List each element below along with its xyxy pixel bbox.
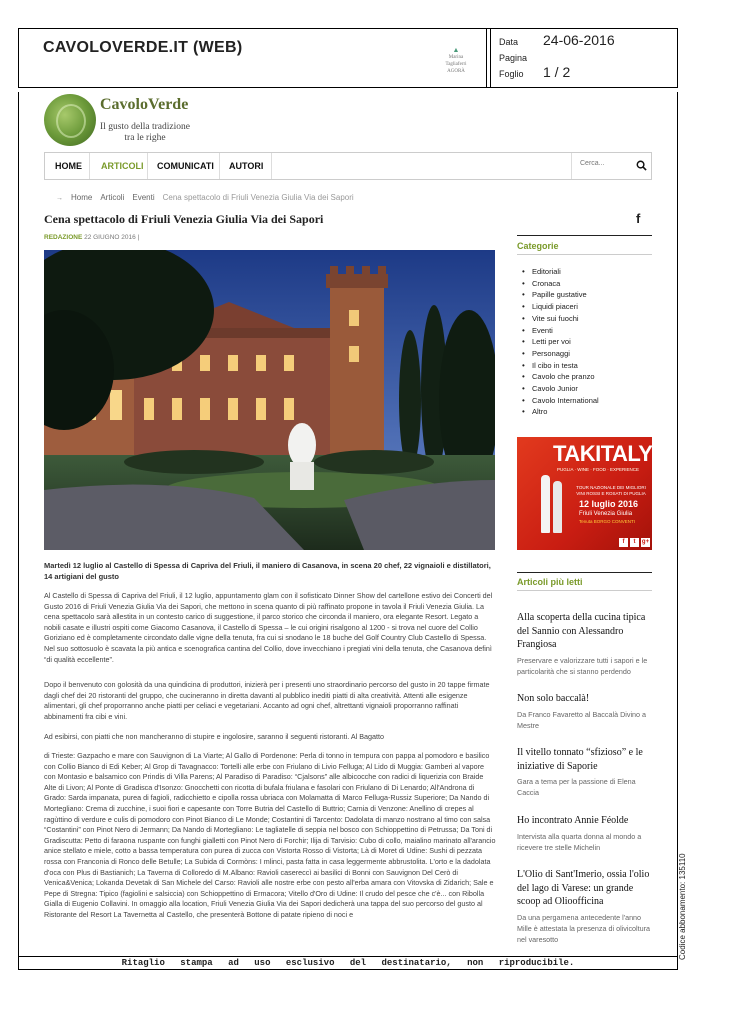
sidebar-rule — [517, 590, 652, 591]
category-item[interactable]: • Il cibo in testa — [522, 360, 599, 372]
category-item[interactable]: • Altro — [522, 406, 599, 418]
takitaly-banner-ad[interactable] — [517, 437, 652, 550]
article-author[interactable]: REDAZIONE — [44, 234, 83, 241]
search-icon[interactable] — [636, 160, 647, 171]
article-date: 22 GIUGNO 2016 — [84, 234, 136, 241]
category-item[interactable]: • Cavolo che pranzo — [522, 371, 599, 383]
most-read-item[interactable] — [517, 692, 652, 731]
nav-divider — [219, 153, 220, 179]
wine-bottle-icon — [553, 481, 562, 533]
sidebar-rule — [517, 572, 652, 573]
ad-place: Friuli Venezia Giulia — [579, 511, 633, 517]
agency-name-1: Marina — [448, 55, 464, 60]
byline — [44, 234, 139, 241]
categories-list — [522, 266, 599, 418]
most-read-item[interactable] — [517, 746, 652, 798]
google-plus-icon[interactable]: g+ — [641, 539, 650, 545]
logo-title: CavoloVerde — [100, 96, 189, 113]
category-item[interactable]: • Letti per voi — [522, 336, 599, 348]
ad-date: 12 luglio 2016 — [579, 499, 639, 509]
article-paragraph-2: Dopo il benvenuto con golosità da una quindicina di produttori, inizierà per i presenti uno straordinario percorso del gusto in 20 tappe firmate dagli chef dei 20 ristoranti del gruppo, che cucineranno in diretta davanti al pubblico inediti piatti di alta creatività. Attenti alle esigenze alimentari, gli chef proporranno anche piatti per celiaci e vegetariani. Accanto ad ogni chef, altrettanti vignaioli proporranno raffinati abbinamenti fra cibi e vini. — [44, 680, 490, 721]
logo-tagline — [100, 122, 190, 144]
nav-divider — [147, 153, 148, 179]
article-paragraph-1: Al Castello di Spessa di Capriva del Friuli, il 12 luglio, appuntamento glam con il sofisticato Dinner Show del cartellone estivo dei Concerti del Gusto 2016 di Friuli Venezia Giulia Via dei Sapori, che mettono in scena quanto di più raffinato propone in tavola il Friuli Venezia Giulia. La cena spettacolo sarà allestita in un contesto carico di suggestione, il parco storico che circonda il maniero, ora elegante Resort. Legato a nobili casate e illustri ospiti come Giacomo Casanova, il Castello di Spessa – le cui origini risalgono al 1200 - si trova nel cuore del Collio Goriziano ed è completamente circondato dalle vigne della tenuta, fra cui si snodano le 18 buche del Golf Country Club Castello di Spessa. Nel suo sottosuolo è scavata la più antica e scenografica cantina del Collio, dove invecchiano i pregiati vini della tenuta, che Casanova definì “di qualità eccellente”. — [44, 591, 493, 664]
most-read-item[interactable] — [517, 611, 652, 677]
date-value: 24-06-2016 — [543, 32, 615, 48]
most-read-title[interactable]: Non solo baccalà! — [517, 693, 590, 704]
categories-title: Categorie — [517, 241, 559, 251]
category-item[interactable]: • Personaggi — [522, 348, 599, 360]
subscription-code: Codice abbonamento: 135110 — [678, 853, 687, 960]
cabbage-logo-icon — [44, 94, 96, 146]
most-read-item[interactable] — [517, 868, 652, 945]
sheet-label: Foglio — [499, 69, 524, 79]
category-item[interactable]: • Papille gustative — [522, 289, 599, 301]
article-title: Cena spettacolo di Friuli Venezia Giulia Via dei Sapori — [44, 212, 324, 226]
sidebar-rule — [517, 254, 652, 255]
category-item[interactable]: • Cronaca — [522, 278, 599, 290]
breadcrumb-arrow-icon: → — [56, 195, 63, 202]
article-paragraph-3: Ad esibirsi, con piatti che non mancheranno di stupire e ingolosire, saranno il seguenti ristoranti. Al Bagatto — [44, 732, 385, 741]
castle-photo — [44, 250, 495, 550]
main-navbar — [44, 152, 652, 180]
twitter-icon[interactable]: t — [630, 538, 639, 547]
source-box — [19, 29, 487, 87]
most-read-title[interactable]: Ho incontrato Annie Féolde — [517, 815, 629, 826]
most-read-desc: Preservare e valorizzare tutti i sapori e le particolarità che si stanno perdendo — [517, 655, 648, 676]
category-item[interactable]: • Editoriali — [522, 266, 599, 278]
breadcrumb — [56, 193, 362, 202]
clipping-meta — [490, 29, 678, 87]
article-lead: Martedì 12 luglio al Castello di Spessa di Capriva del Friuli, il maniero di Casanova, in scena 20 chef, 22 vignaioli e distillatori, 14 artigiani del gusto — [44, 561, 491, 581]
byline-separator: | — [137, 234, 140, 241]
breadcrumb-current: Cena spettacolo di Friuli Venezia Giulia Via dei Sapori — [162, 193, 354, 202]
agency-mark-icon: ▲ — [452, 46, 460, 54]
most-read-desc: Da Franco Favaretto al Baccalà Divino a Mestre — [517, 709, 647, 730]
sheet-value: 1 / 2 — [543, 64, 571, 80]
sidebar-rule — [517, 235, 652, 236]
ad-venue: Tenuta BORGO CONVENTI — [579, 519, 636, 524]
breadcrumb-articoli[interactable]: Articoli — [100, 193, 125, 202]
most-read-title[interactable]: Alla scoperta della cucina tipica del Sannio con Alessandro Frangiosa — [517, 612, 646, 650]
ad-title: TAKITALY — [553, 441, 652, 466]
category-item[interactable]: • Cavolo Junior — [522, 383, 599, 395]
clipping-header — [18, 28, 678, 88]
category-item[interactable]: • Liquidi piaceri — [522, 301, 599, 313]
nav-autori[interactable]: AUTORI — [229, 161, 264, 171]
article-paragraph-4: di Trieste: Gazpacho e mare con Sauvignon di La Viarte; Al Gallo di Pordenone: Perla di tonno in tempura con pappa al pomodoro e basilico con Collio Bianco di Edi Keber; Al Grop di Tavagnacco: Tortelli alle erbe con Friulano di Livio Felluga; Al Lido di Muggia: Gamberi al vapore con Montasio e balsamico con Prindis di Villa Parens; Al Paradiso di Paradiso: “Cjalsons” alle albicocche con radici di liquerizia con Braide Alte di Livon; Al Ponte di Gradisca d'Isonzo: Gnocchetti con ricotta di bufala friulana e fasolari con Friulano di Di Lenardo; All'Androna di Grado: Sarda impanata, purea di fagioli, radicchietto e cipolla rossa ubriaca con Molamatta di Marco Felluga-Russiz Superiore; Da Nando di Mortegliano: Crema di zucchine, i suoi fiori e capesante con Torre Butria del Castello di Buttrio; Carnia di Venzone: Anellino di crepes al ragùttino di verdure e culis di pomodoro con Pinot Bianco di Le Monde; Costantini di Tarcento: Dadolata di manzo nostrano al timo con salsa “Costantini” con Pinot Nero di Jermann; Da Nando di Mortegliano: Le tagliatelle di seppia nel bosco con Schioppettino di Petrussa; Da Toni di Gradiscutta: Petto di faraona ruspante con funghi gialletti con Pinot Nero di Forchir; Ilija di Tarvisio: Cubo di collo, maialino marinato all'arancio anice stellato e miele, cotto a bassa temperatura con purea di zucca con Vistorta Rosso di Vistorta; Là di Moret di Udine: Sushi di pezzata rossa con Franconia di Ronco delle Betulle; La Subida di Cormòns: I mlinci, pasta fatta in casa leggermente abbrustolita. L'orto e la dadolata d'oca con Plus di Bastianich; La Taverna di Colloredo di M.Albano: Ravioli casereccì ai basilici di Bonni con Sauvignon Del Cerò di Venica&Venica; Lokanda Devetak di San Michele del Carso: Ravioli alle nostre erbe con pesto all'erba amara con Vitovska di Zidarich; Sale e Pepe di Stregna: Tipico (fagiolini e salsiccia) con Schioppettino di Ermacora; Vitello d'Oro di Udine: Il crudo del pesce che c'è... con Ribolla Gialla di Eugenio Collavini. In omaggio alla location, Friuli Venezia Giulia Via dei Sapori dedicherà una tappa del suo percorso del gusto al Ristorante del Resort La Tavernetta al Castello, che presenterà Bottone di patate ripieno di noci e — [44, 751, 496, 919]
castle-illustration — [44, 250, 495, 550]
logo-tagline-1: Il gusto della tradizione — [100, 122, 190, 132]
most-read-title: Articoli più letti — [517, 577, 583, 587]
category-item[interactable]: • Cavolo International — [522, 395, 599, 407]
search-input[interactable] — [580, 160, 630, 167]
agency-name-3: AGORÀ — [447, 69, 465, 74]
ad-subtitle: PUGLIA · WINE · FOOD · EXPERIENCE — [557, 467, 640, 472]
facebook-icon[interactable]: f — [619, 538, 628, 547]
date-label: Data — [499, 37, 519, 47]
category-item[interactable]: • Eventi — [522, 325, 599, 337]
most-read-title[interactable]: Il vitello tonnato “sfizioso” e le iniziative di Saporie — [517, 747, 643, 772]
category-item[interactable]: • Vite sui fuochi — [522, 313, 599, 325]
most-read-item[interactable] — [517, 814, 652, 853]
agency-name-2: Tagliaferri — [445, 62, 467, 67]
most-read-title[interactable]: L'Olio di Sant'Imerio, ossia l'olio del lago di Varese: un grande scoop ad Olioofficina — [517, 869, 650, 907]
nav-divider — [89, 153, 90, 179]
site-logo[interactable] — [44, 94, 204, 154]
facebook-icon[interactable]: f — [636, 211, 641, 226]
source-title: CAVOLOVERDE.IT (WEB) — [43, 39, 243, 56]
search-box — [571, 153, 651, 179]
wine-bottle-icon — [541, 475, 550, 533]
clipping-footer-note: Ritaglio stampa ad uso esclusivo del destinatario, non riproducibile. — [18, 956, 678, 970]
logo-tagline-2: tra le righe — [124, 133, 166, 143]
ad-tagline: TOUR NAZIONALE DEI MIGLIORI VINI ROSSI E ROSATI DI PUGLIA — [576, 485, 646, 496]
page-label: Pagina — [499, 53, 528, 63]
nav-comunicati[interactable]: COMUNICATI — [157, 161, 214, 171]
most-read-desc: Da una pergamena antecedente l'anno Mille è attestata la presenza di olivicoltura nel varesotto — [517, 912, 651, 944]
nav-home[interactable]: HOME — [55, 161, 82, 171]
agency-logo — [431, 47, 481, 75]
most-read-desc: Intervista alla quarta donna al mondo a ricevere tre stelle Michelin — [517, 831, 642, 852]
breadcrumb-home[interactable]: Home — [71, 193, 93, 202]
nav-articoli[interactable]: ARTICOLI — [101, 161, 144, 171]
most-read-desc: Gara a tema per la passione di Elena Caccia — [517, 777, 636, 797]
breadcrumb-eventi[interactable]: Eventi — [132, 193, 155, 202]
nav-divider — [271, 153, 272, 179]
